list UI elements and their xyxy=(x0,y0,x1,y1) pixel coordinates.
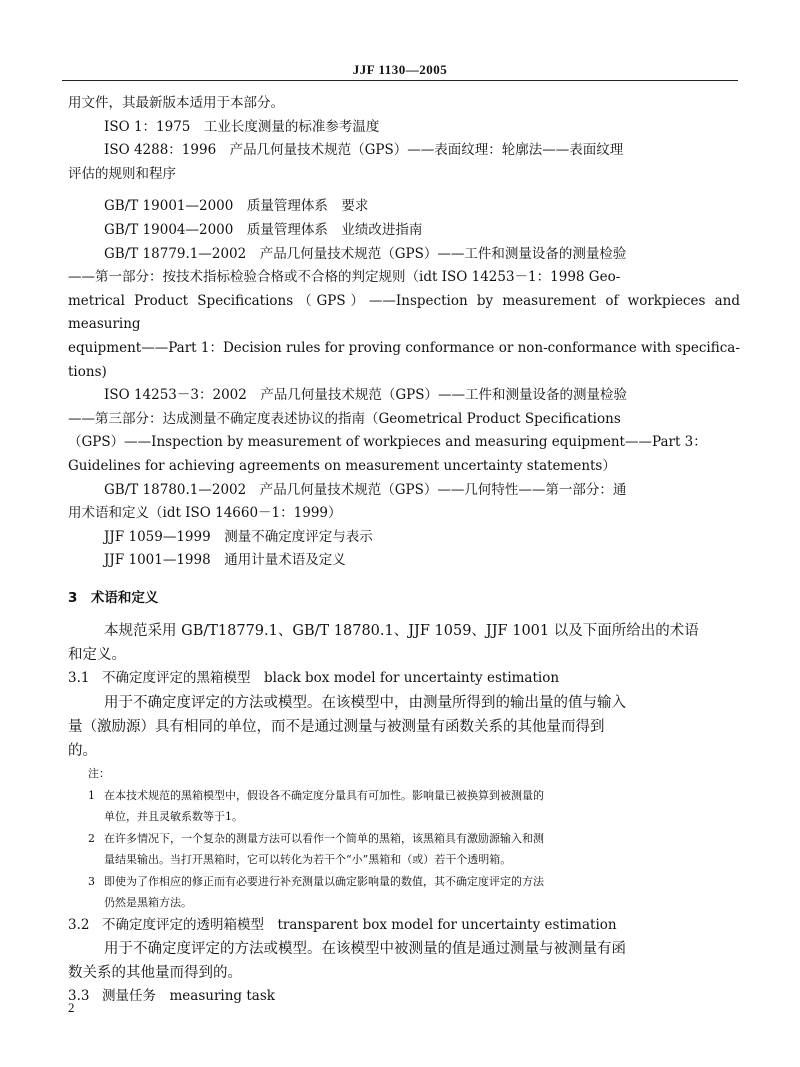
ref-iso4288-line2: 评估的规则和程序 xyxy=(68,165,176,182)
ref-gb18780-line1: GB/T 18780.1—2002 产品几何量技术规范（GPS）——几何特性——第一部分：通 xyxy=(104,481,627,498)
note-number: 1 xyxy=(88,788,95,802)
ref-gb19004: GB/T 19004—2000 质量管理体系 业绩改进指南 xyxy=(104,221,423,238)
note-text xyxy=(104,871,740,914)
ref-gb18779-line1: GB/T 18779.1—2002 产品几何量技术规范（GPS）——工件和测量设备的测量检验 xyxy=(104,245,627,262)
clause-body-line3: 的。 xyxy=(68,743,97,760)
section-intro-line1: 本规范采用 GB/T18779.1、GB/T 18780.1、JJF 1059、JJF 1001 以及下面所给出的术语 xyxy=(104,623,699,640)
ref-jjf1059: JJF 1059—1999 测量不确定度评定与表示 xyxy=(104,528,373,545)
spacer xyxy=(68,610,740,619)
notes-block xyxy=(68,763,740,914)
ref-iso14253-line2: ——第三部分：达成测量不确定度表述协议的指南（Geometrical Product Specifications xyxy=(68,410,621,427)
ref-gb18779-line2: ——第一部分：按技术指标检验合格或不合格的判定规则（idt ISO 14253－1：1998 Geo- xyxy=(68,269,621,286)
clause-3-2-heading xyxy=(68,914,740,938)
note-text xyxy=(104,828,740,871)
ref-iso14253-line3: （GPS）——Inspection by measurement of workpieces and measuring equipment——Part 3： xyxy=(68,434,707,451)
clause-body-line2: 量（激励源）具有相同的单位，而不是通过测量与被测量有函数关系的其他量而得到 xyxy=(68,719,605,736)
ref-iso1: ISO 1：1975 工业长度测量的标准参考温度 xyxy=(104,118,380,135)
note-text xyxy=(104,785,740,828)
ref-gb18780-line2: 用术语和定义（idt ISO 14660－1：1999） xyxy=(68,505,342,522)
note-line1: 在本技术规范的黑箱模型中，假设各不确定度分量具有可加性。影响量已被换算到被测量的 xyxy=(104,788,544,802)
clause-title: 不确定度评定的黑箱模型 black box model for uncertainty estimation xyxy=(102,670,560,687)
clause-title: 测量任务 measuring task xyxy=(102,988,275,1005)
clause-body-line1: 用于不确定度评定的方法或模型。在该模型中被测量的值是通过测量与被测量有函 xyxy=(104,941,626,958)
clause-number: 3.1 xyxy=(68,670,90,687)
ref-gb18779-line4: equipment——Part 1：Decision rules for proving conformance or non-conformance with specifica- xyxy=(68,339,740,356)
spacer xyxy=(68,573,740,587)
page-body xyxy=(68,92,740,1009)
clause-3-2-body xyxy=(68,937,740,985)
note-line2: 单位，并且灵敏系数等于1。 xyxy=(104,810,243,824)
section-intro xyxy=(68,619,740,667)
clause-body-line1: 用于不确定度评定的方法或模型。在该模型中，由测量所得到的输出量的值与输入 xyxy=(104,695,626,712)
ref-gb18779-line5: tions) xyxy=(68,363,107,380)
clause-body-line2: 数关系的其他量而得到的。 xyxy=(68,965,242,982)
note-label: 注： xyxy=(88,767,110,781)
section-intro-line2: 和定义。 xyxy=(68,647,126,664)
note-item xyxy=(68,828,740,871)
spacer xyxy=(68,186,740,195)
note-item xyxy=(68,785,740,828)
note-line2: 仍然是黑箱方法。 xyxy=(104,896,192,910)
note-line1: 在许多情况下，一个复杂的测量方法可以看作一个简单的黑箱，该黑箱具有激励源输入和测 xyxy=(104,831,544,845)
note-line1: 即使为了作相应的修正而有必要进行补充测量以确定影响量的数值，其不确定度评定的方法 xyxy=(104,874,544,888)
note-line2: 量结果输出。当打开黑箱时，它可以转化为若干个“小”黑箱和（或）若干个透明箱。 xyxy=(104,853,512,867)
refs-lead: 用文件，其最新版本适用于本部分。 xyxy=(68,95,284,111)
note-item xyxy=(68,871,740,914)
clause-3-1-body xyxy=(68,691,740,763)
page-number: 2 xyxy=(68,1000,75,1015)
clause-number: 3.3 xyxy=(68,988,90,1005)
ref-gb18779-line3: metrical Product Specifications（GPS）——Inspection by measurement of workpieces and measuring xyxy=(68,292,740,333)
clause-number: 3.2 xyxy=(68,916,90,933)
note-number: 2 xyxy=(88,831,95,845)
section-heading: 3 术语和定义 xyxy=(68,589,159,606)
ref-jjf1001: JJF 1001—1998 通用计量术语及定义 xyxy=(104,552,346,569)
clause-3-3-heading xyxy=(68,985,740,1009)
ref-gb19001: GB/T 19001—2000 质量管理体系 要求 xyxy=(104,198,369,215)
ref-iso14253-line4: Guidelines for achieving agreements on measurement uncertainty statements） xyxy=(68,457,616,474)
ref-iso14253-line1: ISO 14253－3：2002 产品几何量技术规范（GPS）——工件和测量设备的测量检验 xyxy=(104,387,627,404)
header-rule xyxy=(62,80,738,81)
clause-title: 不确定度评定的透明箱模型 transparent box model for uncertainty estimation xyxy=(102,916,617,933)
clause-3-1-heading xyxy=(68,667,740,691)
ref-iso4288-line1: ISO 4288：1996 产品几何量技术规范（GPS）——表面纹理：轮廓法——表面纹理 xyxy=(104,142,624,159)
note-number: 3 xyxy=(88,874,95,888)
running-header: JJF 1130—2005 xyxy=(352,62,448,77)
